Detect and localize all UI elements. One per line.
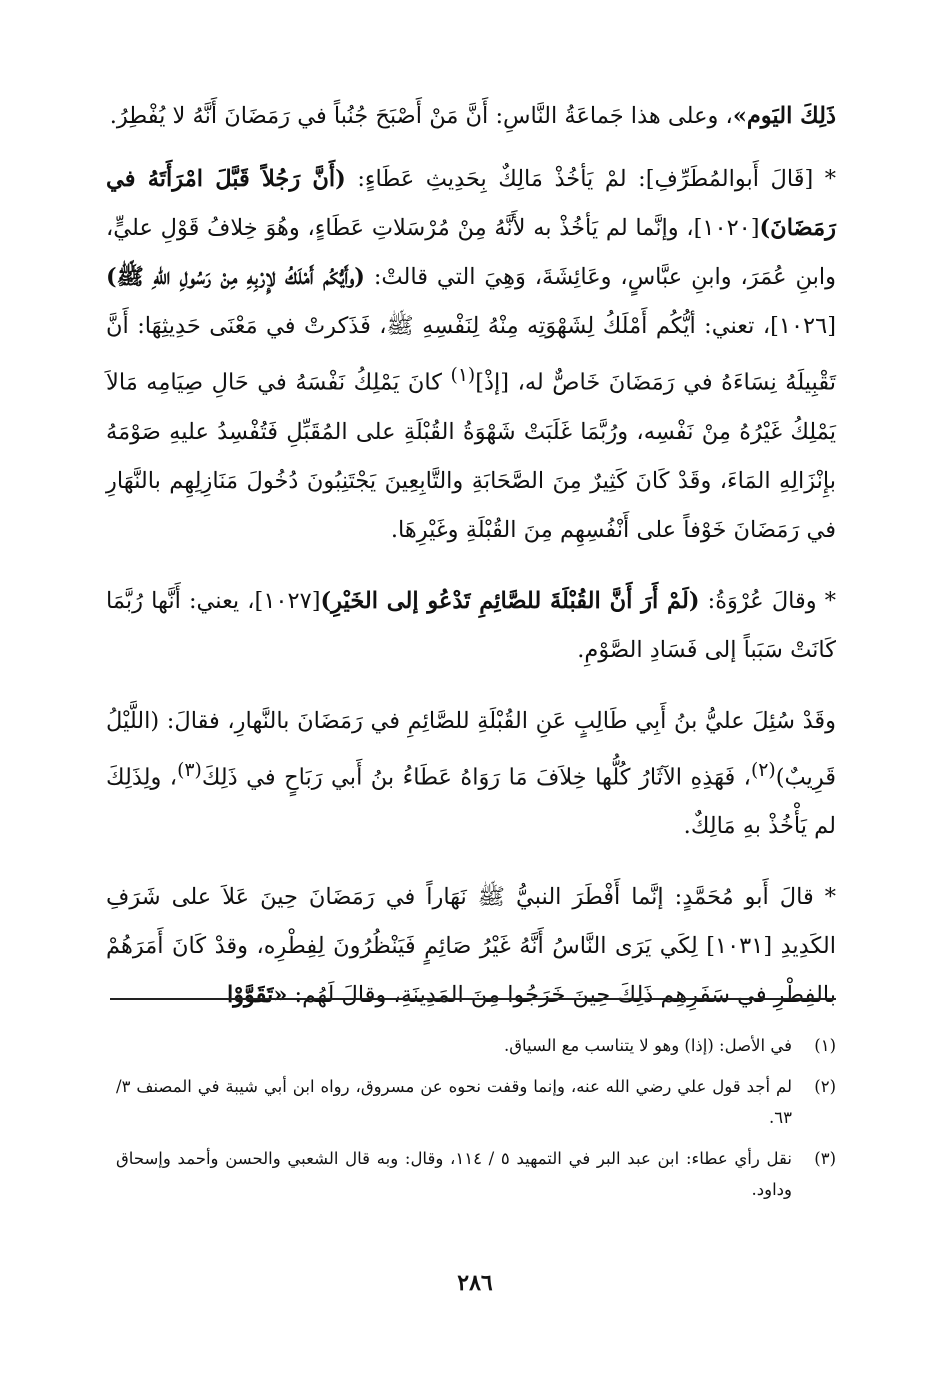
footnote-text: لم أجد قول علي رضي الله عنه، وإنما وقفت نحوه عن مسروق، رواه ابن أبي شيبة في المصنف ٣/ ٦٣. (116, 1077, 792, 1127)
paragraph-text: ، ولِذَلِكَ لم يَأْخُذْ بهِ مَالِكٌ. (106, 764, 836, 839)
page-number: ٢٨٦ (457, 1270, 493, 1296)
paragraph-text: كانَ يَمْلِكُ نَفْسَهُ في حَالِ صِيَامِه مَالاَ يَمْلِكُ غَيْرُهُ مِنْ نَفْسِه، ورُبَّمَا غَلَبَتْ شَهْوَةُ القُبْلَةِ على المُقَبِّلِ فَتُفْسِدُ عليهِ صَوْمَهُ بإِنْزَالِهِ المَاءَ، وقَدْ كَانَ كَثِيرٌ مِنَ الصَّحَابَةِ والتَّابِعِينَ يَجْتَنِبُونَ دُخُولَ مَنَازِلِهِم بالنَّهَارِ في رَمَضَانَ خَوْفاً على أَنْفُسِهِم مِنَ القُبْلَةِ وغَيْرِهَا. (106, 369, 836, 543)
paragraph-text: [١٠٢٧]، يعني: أَنَّها رُبَّمَا كَانَتْ سَبَباً إلى فَسَادِ الصَّوْمِ. (106, 587, 836, 663)
footnote-1 (116, 1030, 836, 1061)
paragraph-text: [١٠٢٦]، تعني: أيُّكُم أَمْلَكُ لِشَهْوَتِه مِنْهُ لِنَفْسِهِ ﷺ، فَذَكرتْ في مَعْنَى حَدِيثِهَا: أَنَّ تَقْبِيلَهُ نِسَاءَهُ في رَمَضَانَ خَاصٌّ له، [إذْ] (106, 313, 836, 396)
footnote-ref[interactable]: (٣) (177, 759, 202, 781)
paragraph-text: * وقالَ عُرْوَةُ: (707, 587, 837, 614)
paragraph-3 (106, 577, 836, 675)
hadith-quote: «تَقَوَّوْا (226, 982, 288, 1008)
footnotes (116, 1030, 836, 1215)
paragraph-text: [١٠٢٠]، وإنَّما لم يَأخُذْ به لأَنَّهُ مِنْ مُرْسَلاتِ عَطَاءٍ، وهُوَ خِلافُ قَوْلِ عليٍّ، وابنِ عُمَرَ، وابنِ عبَّاسٍ، وعَائِشَةَ، وَهِيَ التي قالتْ: (106, 215, 836, 290)
paragraph-text: * قالَ أَبو مُحَمَّدٍ: إنَّما أَفْطَرَ النبيُّ ﷺ نَهَاراً في رَمَضَانَ حِينَ عَلاَ على شَرَفِ الكَدِيدِ [١٠٣١] لِكَي يَرَى النَّاسُ أَنَّهُ غَيْرُ صَائِمٍ فَيَنْظُرُونَ لِفِطْرِه، وقدْ كَانَ أَمَرَهُمْ بالفِطْرِ في سَفَرِهِم ذَلِكَ حِينَ خَرَجُوا مِنَ المَدِينَةِ، وقالَ لَهُم: (106, 884, 836, 1008)
paragraph-4 (106, 697, 836, 852)
hadith-quote: (وأَيُّكُم أَمْلَكُ لإِرْبِهِ مِنْ رَسُولِ اللهِ ﷺ) (106, 264, 365, 290)
footnote-text: نقل رأي عطاء: ابن عبد البر في التمهيد ٥ / ١١٤، وقال: وبه قال الشعبي والحسن وأحمد وإسحاق وداود. (116, 1149, 792, 1199)
footnote-ref[interactable]: (٢) (750, 759, 776, 781)
footnote-number: (١) (814, 1036, 836, 1055)
paragraph-text: وقَدْ سُئِلَ عليُّ بنُ أَبِي طَالِبٍ عَنِ القُبْلَةِ للصَّائِمِ في رَمَضَانَ بالنَّهارِ، فقالَ: (اللَّيْلُ قَرِيبٌ) (106, 707, 836, 790)
paragraph-1 (106, 92, 836, 141)
footnote-3 (116, 1143, 836, 1205)
paragraph-text: ، فَهَذِهِ الآثَارُ كُلُّها خِلاَفَ مَا رَوَاهُ عَطَاءُ بنُ أَبي رَبَاحٍ في ذَلِكَ (201, 764, 751, 790)
footnote-number: (٣) (814, 1149, 836, 1168)
footnote-number: (٢) (814, 1077, 836, 1096)
paragraph-2 (106, 155, 836, 555)
paragraph-text: ، وعلى هذا جَماعَةُ النَّاسِ: أَنَّ مَنْ أَصْبَحَ جُنُباً في رَمَضَانَ أَنَّهُ لا يُفْطِرُ. (109, 103, 733, 129)
footnote-divider (110, 998, 836, 1000)
footnote-ref[interactable]: (١) (450, 365, 476, 386)
footnote-2 (116, 1071, 836, 1133)
hadith-quote: (لَمْ أَرَ أَنَّ القُبْلَةَ للصَّائِمِ تَدْعُو إلى الخَيْرِ) (320, 587, 700, 614)
hadith-quote: (أَنَّ رَجُلاً قَبَّلَ امْرَأَتَهُ في رَمَضَانَ) (106, 166, 836, 241)
paragraph-text: * [قَالَ أَبوالمُطَرِّفِ]: لمْ يَأخُذْ مَالِكٌ بِحَدِيثِ عَطَاءٍ: (357, 166, 837, 192)
main-text (106, 92, 836, 1034)
footnote-text: في الأصل: (إذا) وهو لا يتناسب مع السياق. (503, 1036, 792, 1055)
hadith-quote: ذَلِكَ اليَوم» (732, 103, 836, 129)
